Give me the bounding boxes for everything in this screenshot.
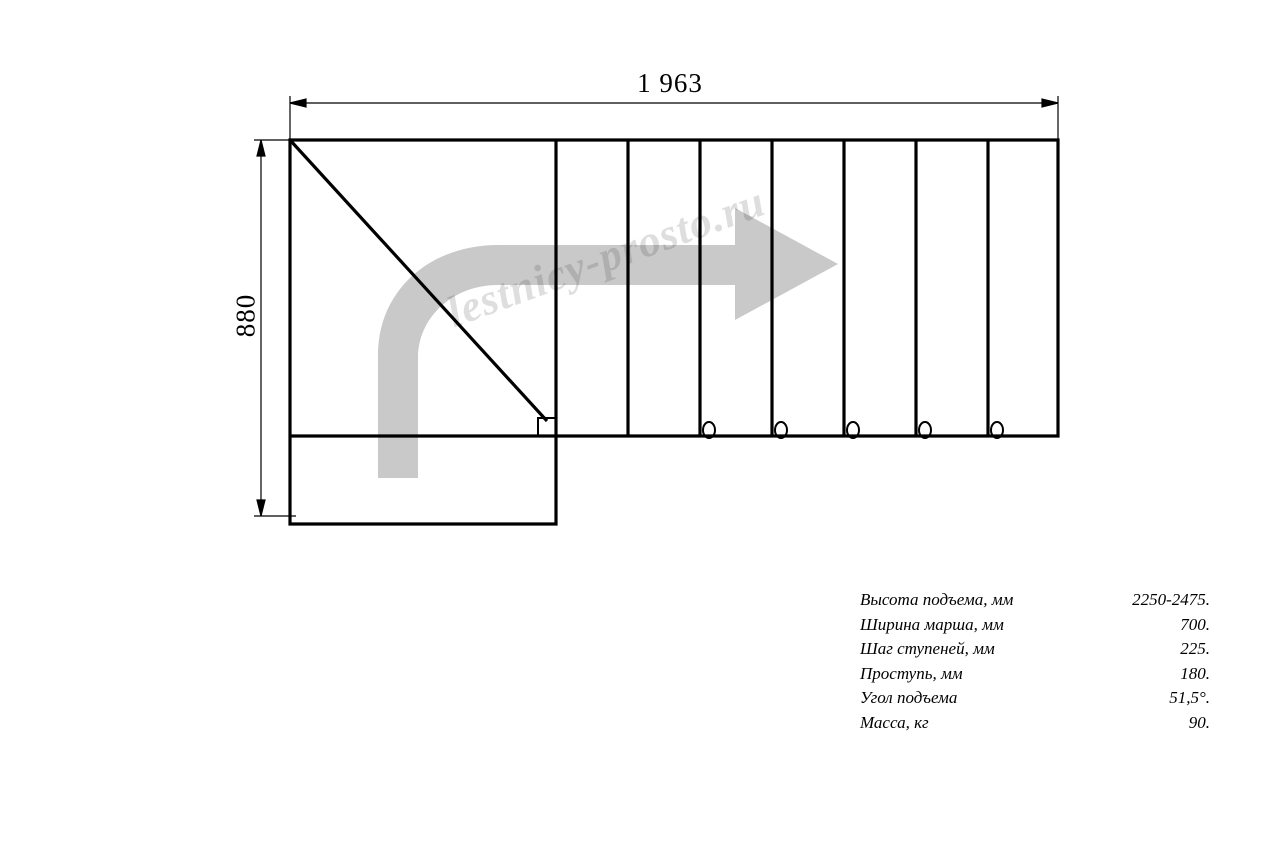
spec-label: Масса, кг (860, 712, 929, 732)
spec-label: Ширина марша, мм (860, 614, 1004, 634)
spec-value: 180. (1180, 663, 1210, 683)
spec-label: Угол подъема (860, 688, 958, 707)
top-dimension-label: 1 963 (637, 68, 703, 98)
table-row (860, 662, 1210, 687)
spec-value: 51,5°. (1169, 688, 1210, 707)
top-dimension (290, 96, 1058, 139)
table-row (860, 686, 1210, 711)
spec-label: Проступь, мм (860, 663, 963, 683)
table-row (860, 588, 1210, 613)
left-dimension-label: 880 (230, 293, 261, 338)
table-row (860, 637, 1210, 662)
spec-value: 90. (1188, 712, 1210, 732)
specification-table (860, 588, 1210, 735)
watermark: lestnicy-prosto.ru (440, 176, 772, 337)
spec-value: 700. (1180, 614, 1210, 634)
table-row (860, 711, 1210, 736)
spec-value: 225. (1180, 639, 1210, 658)
spec-value: 2250-2475. (1132, 590, 1210, 609)
table-row (860, 613, 1210, 638)
spec-label: Шаг ступеней, мм (860, 639, 995, 658)
spec-label: Высота подъема, мм (860, 590, 1014, 609)
